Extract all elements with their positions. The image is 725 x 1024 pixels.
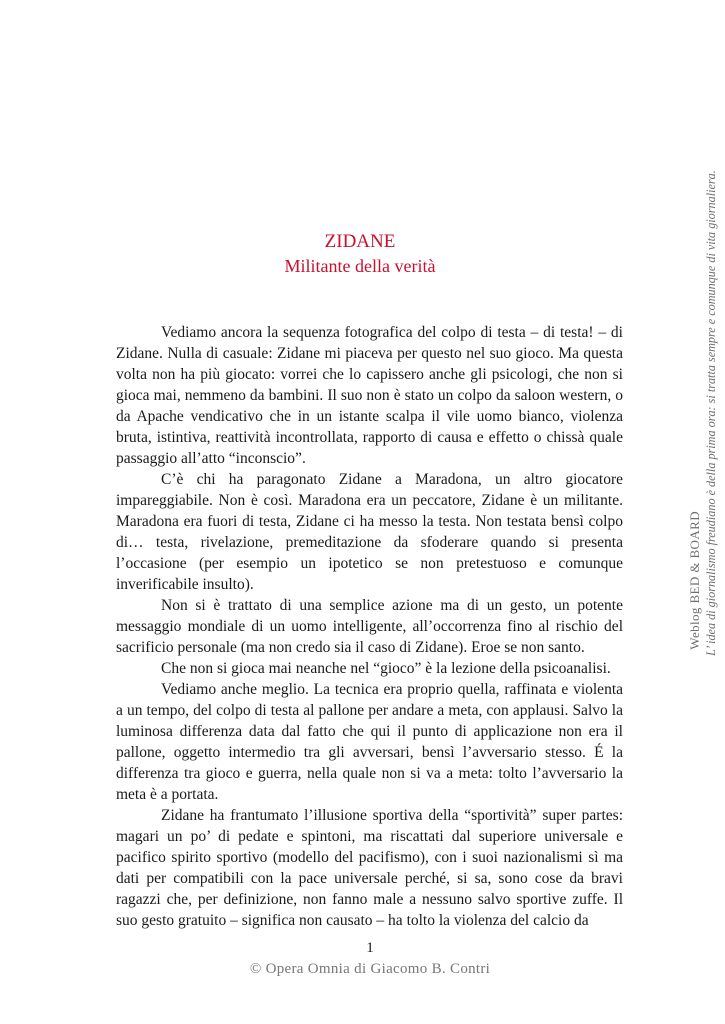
page-title: ZIDANE xyxy=(324,231,396,252)
page-number: 1 xyxy=(366,940,374,956)
copyright-footer: © Opera Omnia di Giacomo B. Contri xyxy=(249,961,491,977)
paragraph-3: Non si è trattato di una semplice azione ma di un gesto, un potente messaggio mondiale di un uomo intelligente, all’occorrenza fino al rischio del sacrificio personale (ma non credo sia il caso di Zidane). Eroe se non santo. xyxy=(116,597,623,656)
paragraph-4: Che non si gioca mai neanche nel “gioco” è la lezione della psicoanalisi. xyxy=(161,660,611,677)
article-body xyxy=(116,322,623,931)
weblog-label: Weblog BED & BOARD xyxy=(687,511,702,650)
title-block xyxy=(80,230,640,278)
paragraph-1: Vediamo ancora la sequenza fotografica del colpo di testa – di testa! – di Zidane. Nulla di casuale: Zidane mi piaceva per questo nel suo gioco. Ma questa volta non ha più giocato: vorrei che lo capissero anche gli psicologi, che non si gioca mai, nemmeno da bambini. Il suo non è stato un colpo da saloon western, o da Apache vendicativo che in un istante scalpa il vile uomo bianco, violenza bruta, istintiva, reattività incontrollata, rapporto di causa e effetto o chissà quale passaggio all’atto “inconscio”. xyxy=(116,324,623,467)
paragraph-6: Zidane ha frantumato l’illusione sportiva della “sportività” super partes: magari un po’ di pedate e spintoni, ma riscattati dal superiore universale e pacifico spirito sportivo (modello del pacifismo), con i suoi nazionalismi sì ma dati per compatibili con la pace universale perché, si sa, sono cose da bravi ragazzi che, per definizione, non fanno male a nessuno salvo sportive zuffe. Il suo gesto gratuito – significa non causato – ha tolto la violenza del calcio da xyxy=(116,807,623,929)
page-subtitle: Militante della verità xyxy=(284,256,436,276)
paragraph-2: C’è chi ha paragonato Zidane a Maradona, un altro giocatore impareggiabile. Non è così. Maradona era un peccatore, Zidane è un militante. Maradona era fuori di testa, Zidane ci ha messo la testa. Non testata bensì colpo di… testa, rivelazione, premeditazione da sfoderare quando si presenta l’occasione (per esempio un ipotetico se non pretestuoso e comunque inverificabile insulto). xyxy=(116,471,623,593)
paragraph-5: Vediamo anche meglio. La tecnica era proprio quella, raffinata e violenta a un tempo, del colpo di testa al pallone per andare a meta, con applausi. Salvo la luminosa differenza data dal fatto che qui il punto di applicazione non era il pallone, oggetto intermedio tra gli avversari, bensì l’avversario stesso. É la differenza tra gioco e guerra, nella quale non si va a meta: tolto l’avversario la meta è a portata. xyxy=(116,681,623,803)
side-note xyxy=(665,96,718,656)
weblog-tagline: L’ idea di giornalismo freudiano è della prima ora: si tratta sempre e comunque di vita giornaliera. xyxy=(704,170,718,656)
